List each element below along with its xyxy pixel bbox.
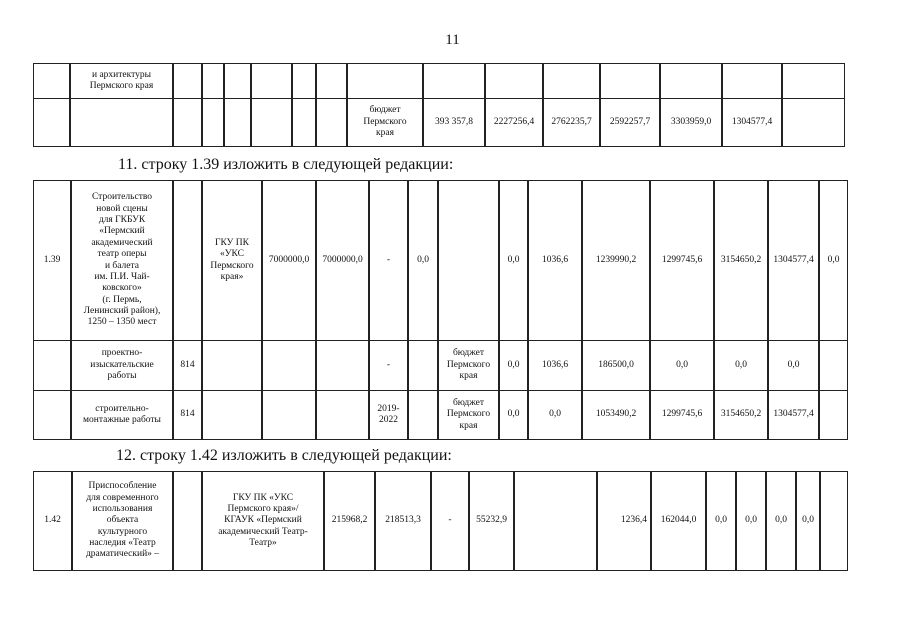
table-cell	[292, 63, 316, 99]
table-cell-value: 3154650,2	[714, 180, 768, 341]
table-cell-value: 0,0	[499, 180, 528, 341]
table-cell-value: 0,0	[796, 471, 820, 571]
section-heading-12: 12. строку 1.42 изложить в следующей редакции:	[116, 447, 452, 464]
table-cell	[173, 180, 202, 341]
table-cell	[347, 63, 423, 99]
table-cell	[660, 63, 722, 99]
table-cell-value: 2592257,7	[600, 98, 660, 147]
table-cell	[251, 98, 292, 147]
page-number: 11	[445, 32, 460, 48]
table-cell	[173, 63, 202, 99]
table-cell-years: -	[431, 471, 469, 571]
table-cell-customer: ГКУ ПК «УКС Пермского края»/ КГАУК «Пермский академический Театр- Театр»	[202, 471, 324, 571]
table-cell-value: 0,0	[408, 180, 438, 341]
table-cell-name: Строительство новой сцены для ГКБУК «Пермский академический театр оперы и балета им. П.И. Чай- ковского» (г. Пермь, Ленинский район), 1250 – 1350 мест	[71, 180, 173, 341]
table-cell-customer: ГКУ ПК «УКС Пермского края»	[202, 180, 262, 341]
table-cell	[423, 63, 485, 99]
table-cell	[543, 63, 600, 99]
table-cell	[782, 98, 845, 147]
table-cell-name: проектно- изыскательские работы	[71, 340, 173, 391]
table-cell	[262, 390, 316, 440]
table-cell-value: 1304577,4	[768, 390, 819, 440]
table-cell	[819, 390, 848, 440]
table-cell-years: -	[369, 340, 408, 391]
table-cell-cost: 215968,2	[324, 471, 375, 571]
table-cell-name: Приспособление для современного использования объекта культурного наследия «Театр драматический» –	[72, 471, 173, 571]
table-cell	[33, 390, 71, 440]
table-cell	[33, 63, 70, 99]
table-cell-years: 2019- 2022	[369, 390, 408, 440]
table-cell-value: 0,0	[768, 340, 819, 391]
table-cell	[70, 98, 173, 147]
table-cell	[33, 340, 71, 391]
table-cell-name: строительно- монтажные работы	[71, 390, 173, 440]
table-cell-value: 0,0	[528, 390, 582, 440]
table-cell	[438, 180, 499, 341]
table-cell-value: 2227256,4	[485, 98, 543, 147]
table-cell-value: 0,0	[650, 340, 714, 391]
table-cell-name: и архитектуры Пермского края	[70, 63, 173, 99]
table-cell-value: 0,0	[499, 340, 528, 391]
table-cell	[485, 63, 543, 99]
table-cell-years: -	[369, 180, 408, 341]
table-cell	[408, 390, 438, 440]
table-cell	[316, 340, 369, 391]
table-cell-value: 1239990,2	[582, 180, 650, 341]
table-cell-value: 1299745,6	[650, 180, 714, 341]
table-cell	[224, 98, 251, 147]
table-cell	[782, 63, 845, 99]
table-cell-value: 1036,6	[528, 340, 582, 391]
table-cell	[173, 98, 202, 147]
table-cell-value: 3154650,2	[714, 390, 768, 440]
table-cell-value: 162044,0	[651, 471, 706, 571]
table-cell-code: 814	[173, 340, 202, 391]
table-cell-value: 1236,4	[597, 471, 651, 571]
table-cell-number: 1.42	[33, 471, 72, 571]
table-cell-value: 0,0	[706, 471, 736, 571]
table-cell-value: 3303959,0	[660, 98, 722, 147]
table-cell-value: 1299745,6	[650, 390, 714, 440]
table-cell-value: 393 357,8	[423, 98, 485, 147]
table-cell	[819, 340, 848, 391]
table-cell-cost: 218513,3	[375, 471, 431, 571]
table-cell-value: 0,0	[736, 471, 766, 571]
table-cell	[316, 390, 369, 440]
table-cell-cost: 7000000,0	[316, 180, 369, 341]
table-cell-cost: 7000000,0	[262, 180, 316, 341]
table-cell	[820, 471, 848, 571]
table-cell-code: 814	[173, 390, 202, 440]
table-cell	[316, 63, 347, 99]
table-cell-value: 55232,9	[469, 471, 514, 571]
table-cell-value: 186500,0	[582, 340, 650, 391]
table-cell	[202, 390, 262, 440]
table-cell-value: 2762235,7	[543, 98, 600, 147]
table-cell-value: 0,0	[766, 471, 796, 571]
table-cell	[224, 63, 251, 99]
table-cell	[202, 98, 224, 147]
table-cell-value: 0,0	[819, 180, 848, 341]
table-cell	[173, 471, 202, 571]
table-cell	[33, 98, 70, 147]
table-cell-value: 0,0	[714, 340, 768, 391]
table-cell-source: бюджет Пермского края	[438, 390, 499, 440]
table-cell	[251, 63, 292, 99]
table-cell	[202, 63, 224, 99]
table-cell-value: 0,0	[499, 390, 528, 440]
table-cell	[722, 63, 782, 99]
table-cell-source: бюджет Пермского края	[347, 98, 423, 147]
section-heading-11: 11. строку 1.39 изложить в следующей редакции:	[118, 156, 454, 173]
table-cell-value: 1304577,4	[768, 180, 819, 341]
table-cell-value: 1053490,2	[582, 390, 650, 440]
table-cell	[202, 340, 262, 391]
table-cell-source: бюджет Пермского края	[438, 340, 499, 391]
table-cell	[514, 471, 597, 571]
table-cell-value: 1304577,4	[722, 98, 782, 147]
table-cell	[408, 340, 438, 391]
table-cell-number: 1.39	[33, 180, 71, 341]
table-cell-value: 1036,6	[528, 180, 582, 341]
table-cell	[316, 98, 347, 147]
table-cell	[262, 340, 316, 391]
table-cell	[600, 63, 660, 99]
table-cell	[292, 98, 316, 147]
